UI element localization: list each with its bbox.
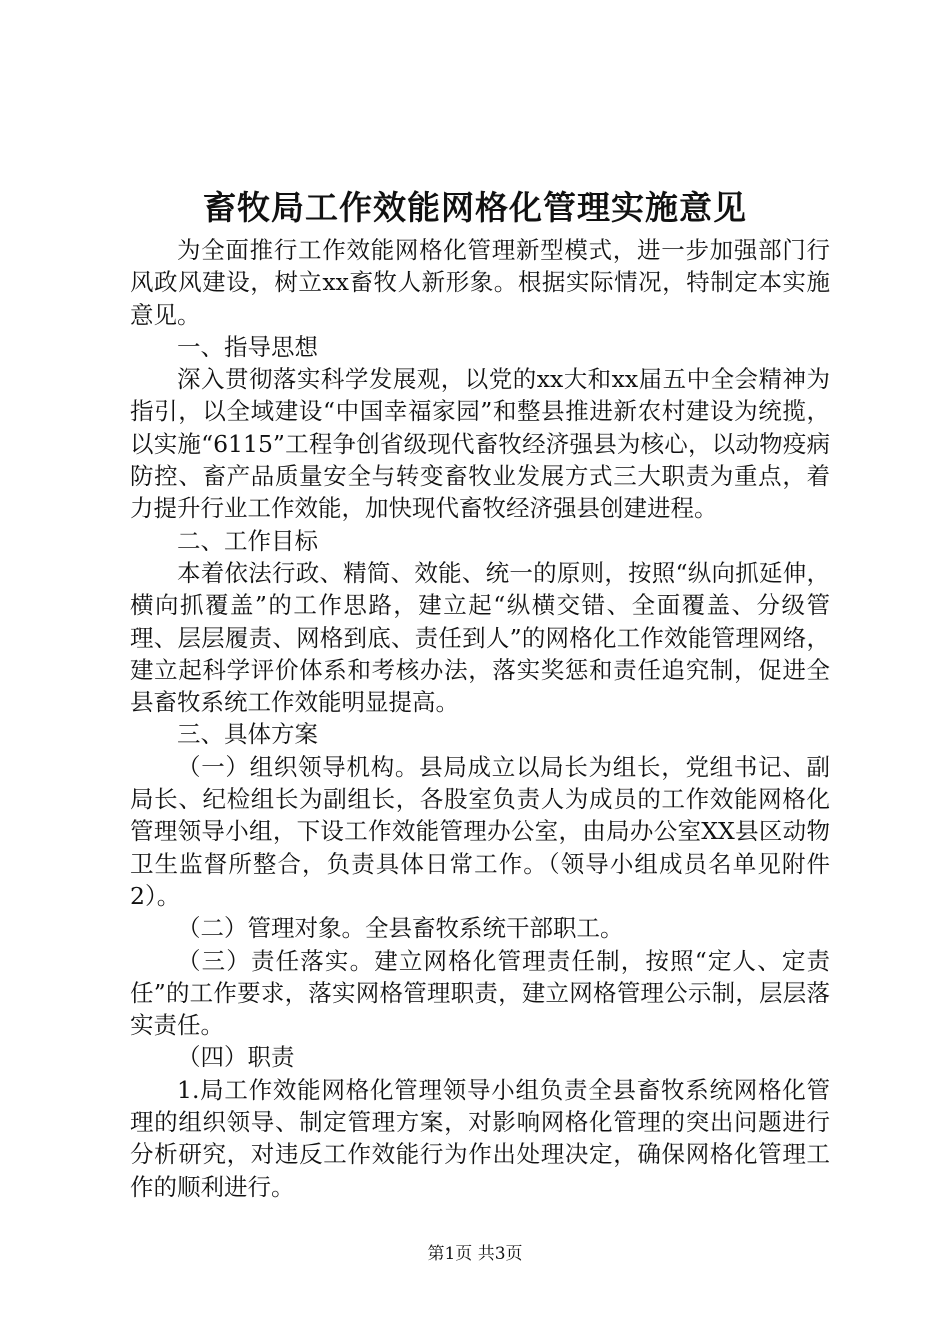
section-heading-specific-plan: 三、具体方案	[177, 720, 318, 749]
section-heading-duties: （四）职责	[177, 1043, 295, 1072]
page-number-footer: 第1页 共3页	[427, 1244, 523, 1264]
paragraph-guiding-ideology: 深入贯彻落实科学发展观，以党的xx大和xx届五中全会精神为指引，以全域建设“中国幸福家园”和整县推进新农村建设为统揽，以实施“6115”工程争创省级现代畜牧经济强县为核心，以动物疫病防控、畜产品质量安全与转变畜牧业发展方式三大职责为重点，着力提升行业工作效能，加快现代畜牧经济强县创建进程。	[130, 365, 830, 523]
paragraph-management-objects: （二）管理对象。全县畜牧系统干部职工。	[177, 914, 624, 943]
section-heading-work-goals: 二、工作目标	[177, 526, 318, 555]
paragraph-responsibility: （三）责任落实。建立网格化管理责任制，按照“定人、定责任”的工作要求，落实网格管理职责，建立网格管理公示制，层层落实责任。	[130, 946, 830, 1040]
document-body	[130, 234, 830, 1203]
section-heading-guiding-ideology: 一、指导思想	[177, 332, 318, 361]
paragraph-intro: 为全面推行工作效能网格化管理新型模式，进一步加强部门行风政风建设，树立xx畜牧人新形象。根据实际情况，特制定本实施意见。	[130, 236, 830, 329]
document-title: 畜牧局工作效能网格化管理实施意见	[203, 188, 747, 227]
paragraph-organization: （一）组织领导机构。县局成立以局长为组长，党组书记、副局长、纪检组长为副组长，各股室负责人为成员的工作效能网格化管理领导小组，下设工作效能管理办公室，由局办公室XX县区动物卫生监督所整合，负责具体日常工作。（领导小组成员名单见附件2）。	[130, 752, 830, 910]
paragraph-work-goals: 本着依法行政、精简、效能、统一的原则，按照“纵向抓延伸，横向抓覆盖”的工作思路，建立起“纵横交错、全面覆盖、分级管理、层层履责、网格到底、责任到人”的网格化工作效能管理网络，建立起科学评价体系和考核办法，落实奖惩和责任追究制，促进全县畜牧系统工作效能明显提高。	[130, 558, 830, 717]
paragraph-duties-1: 1.局工作效能网格化管理领导小组负责全县畜牧系统网格化管理的组织领导、制定管理方案，对影响网格化管理的突出问题进行分析研究，对违反工作效能行为作出处理决定，确保网格化管理工作的顺利进行。	[130, 1075, 830, 1201]
